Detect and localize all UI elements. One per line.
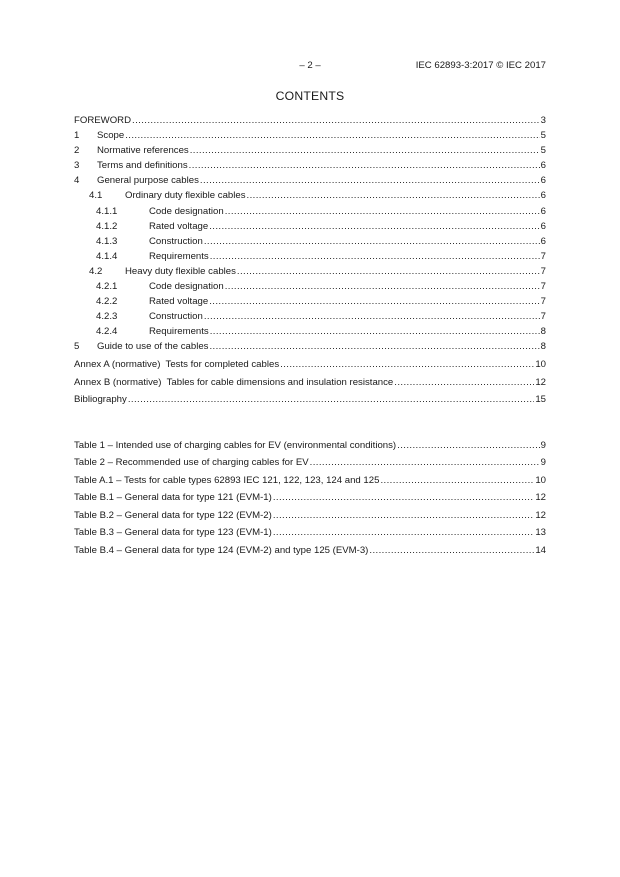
toc-entry-label: Terms and definitions xyxy=(97,160,188,172)
toc-entry-number: 4.2.4 xyxy=(96,326,118,338)
toc-entry-page: 6 xyxy=(540,175,546,187)
dot-leader xyxy=(204,309,540,324)
toc-entry-number: 5 xyxy=(74,341,80,353)
toc-entry-construction[interactable] xyxy=(74,234,546,249)
toc-entry-number: 4.1.4 xyxy=(96,250,118,262)
table-list-entry[interactable] xyxy=(74,490,546,505)
table-entry-label: Table 1 – Intended use of charging cables for EV (environmental conditions) xyxy=(74,439,397,451)
toc-entry-page: 6 xyxy=(540,190,546,202)
table-entry-page: 10 xyxy=(535,474,546,486)
toc-entry-page: 15 xyxy=(535,394,546,406)
table-entry-label: Table A.1 – Tests for cable types 62893 IEC 121, 122, 123, 124 and 125 xyxy=(74,474,380,486)
toc-entry-number: 4.2 xyxy=(89,265,103,277)
table-entry-label: Table 2 – Recommended use of charging cables for EV xyxy=(74,457,309,469)
toc-entry-normative-references[interactable] xyxy=(74,143,546,158)
toc-entry-foreword[interactable] xyxy=(74,113,546,128)
dot-leader xyxy=(125,128,539,143)
table-list-entry[interactable] xyxy=(74,438,546,453)
dot-leader xyxy=(247,188,540,203)
toc-entry-page: 12 xyxy=(535,376,546,388)
table-entry-label: Table B.2 – General data for type 122 (EVM-2) xyxy=(74,509,272,521)
toc-entry-guide-to-use[interactable] xyxy=(74,339,546,354)
toc-entry-label: Ordinary duty flexible cables xyxy=(125,190,246,202)
toc-entry-label: Annex A (normative) Tests for completed cables xyxy=(74,359,280,370)
toc-entry-rated-voltage[interactable] xyxy=(74,219,546,234)
dot-leader xyxy=(237,264,540,279)
toc-entry-label: Requirements xyxy=(149,250,209,262)
dot-leader xyxy=(132,113,540,128)
dot-leader xyxy=(225,279,540,294)
list-of-tables xyxy=(74,435,546,558)
dot-leader xyxy=(369,543,534,558)
toc-entry-label: Construction xyxy=(149,311,203,323)
toc-entry-number: 2 xyxy=(74,145,80,157)
toc-entry-page: 3 xyxy=(540,115,546,126)
dot-leader xyxy=(204,234,540,249)
table-list-entry[interactable] xyxy=(74,525,546,540)
page-title: CONTENTS xyxy=(275,89,345,103)
toc-entry-label: General purpose cables xyxy=(97,175,199,187)
toc-entry-number: 4 xyxy=(74,175,80,187)
toc-entry-heavy-duty-cables[interactable] xyxy=(74,264,546,279)
table-of-contents xyxy=(74,113,546,407)
toc-entry-terms-definitions[interactable] xyxy=(74,158,546,173)
toc-entry-scope[interactable] xyxy=(74,128,546,143)
dot-leader xyxy=(200,173,540,188)
toc-entry-page: 5 xyxy=(540,145,546,157)
toc-entry-page: 8 xyxy=(540,326,546,338)
toc-entry-label: Guide to use of the cables xyxy=(97,341,209,353)
toc-entry-rated-voltage[interactable] xyxy=(74,294,546,309)
dot-leader xyxy=(209,219,539,234)
toc-entry-label: Construction xyxy=(149,235,203,247)
toc-entry-label: Annex B (normative) Tables for cable dimensions and insulation resistance xyxy=(74,376,394,388)
toc-entry-label: Rated voltage xyxy=(149,296,209,308)
table-entry-page: 12 xyxy=(535,509,546,521)
toc-entry-general-purpose-cables[interactable] xyxy=(74,173,546,188)
table-list-entry[interactable] xyxy=(74,473,546,488)
table-entry-label: Table B.1 – General data for type 121 (EVM-1) xyxy=(74,492,272,504)
toc-entry-label: Code designation xyxy=(149,205,224,217)
document-reference: IEC 62893-3:2017 © IEC 2017 xyxy=(415,60,546,71)
toc-entry-annex-b[interactable] xyxy=(74,375,546,390)
table-list-entry[interactable] xyxy=(74,455,546,470)
toc-entry-number: 4.2.2 xyxy=(96,296,118,308)
toc-entry-annex-a[interactable] xyxy=(74,357,546,372)
table-list-entry[interactable] xyxy=(74,508,546,523)
toc-entry-label: Normative references xyxy=(97,145,189,157)
table-entry-page: 13 xyxy=(535,527,546,539)
table-entry-page: 14 xyxy=(535,545,546,557)
dot-leader xyxy=(394,375,534,390)
toc-entry-code-designation[interactable] xyxy=(74,204,546,219)
dot-leader xyxy=(209,339,539,354)
toc-entry-label: Heavy duty flexible cables xyxy=(125,265,236,277)
dot-leader xyxy=(189,158,540,173)
table-entry-page: 12 xyxy=(535,492,546,504)
dot-leader xyxy=(190,143,540,158)
toc-entry-requirements[interactable] xyxy=(74,324,546,339)
dot-leader xyxy=(273,508,534,523)
toc-entry-number: 4.1.2 xyxy=(96,220,118,232)
toc-entry-number: 3 xyxy=(74,160,80,172)
dot-leader xyxy=(310,455,540,470)
toc-entry-construction[interactable] xyxy=(74,309,546,324)
toc-entry-label: FOREWORD xyxy=(74,115,132,126)
dot-leader xyxy=(209,294,539,309)
toc-entry-number: 4.1 xyxy=(89,190,103,202)
dot-leader xyxy=(273,525,534,540)
dot-leader xyxy=(380,473,534,488)
toc-entry-page: 8 xyxy=(540,341,546,353)
toc-entry-label: Requirements xyxy=(149,326,209,338)
toc-entry-code-designation[interactable] xyxy=(74,279,546,294)
toc-entry-page: 7 xyxy=(540,265,546,277)
toc-entry-page: 7 xyxy=(540,281,546,293)
dot-leader xyxy=(210,249,540,264)
dot-leader xyxy=(397,438,540,453)
toc-entry-label: Bibliography xyxy=(74,394,127,406)
toc-entry-page: 6 xyxy=(540,235,546,247)
toc-entry-number: 1 xyxy=(74,130,80,142)
toc-entry-number: 4.1.3 xyxy=(96,235,118,247)
dot-leader xyxy=(210,324,540,339)
dot-leader xyxy=(280,357,534,372)
toc-entry-bibliography[interactable] xyxy=(74,392,546,407)
table-entry-page: 9 xyxy=(540,457,546,469)
toc-entry-label: Code designation xyxy=(149,281,224,293)
table-entry-label: Table B.4 – General data for type 124 (EVM-2) and type 125 (EVM-3) xyxy=(74,545,369,557)
toc-entry-label: Scope xyxy=(97,130,125,142)
toc-entry-page: 6 xyxy=(540,220,546,232)
toc-entry-number: 4.1.1 xyxy=(96,205,118,217)
toc-entry-label: Rated voltage xyxy=(149,220,209,232)
toc-entry-page: 6 xyxy=(540,205,546,217)
dot-leader xyxy=(273,490,534,505)
page-number-header: – 2 – xyxy=(299,60,321,71)
dot-leader xyxy=(225,204,540,219)
toc-entry-number: 4.2.1 xyxy=(96,281,118,293)
table-entry-page: 9 xyxy=(540,439,546,451)
toc-entry-page: 5 xyxy=(540,130,546,142)
toc-entry-page: 6 xyxy=(540,160,546,172)
toc-entry-page: 7 xyxy=(540,296,546,308)
dot-leader xyxy=(128,392,535,407)
toc-entry-number: 4.2.3 xyxy=(96,311,118,323)
toc-entry-ordinary-duty-cables[interactable] xyxy=(74,188,546,203)
toc-entry-requirements[interactable] xyxy=(74,249,546,264)
table-entry-label: Table B.3 – General data for type 123 (EVM-1) xyxy=(74,527,272,539)
table-list-entry[interactable] xyxy=(74,543,546,558)
toc-entry-page: 7 xyxy=(540,250,546,262)
toc-entry-page: 7 xyxy=(540,311,546,323)
toc-entry-page: 10 xyxy=(535,359,546,370)
